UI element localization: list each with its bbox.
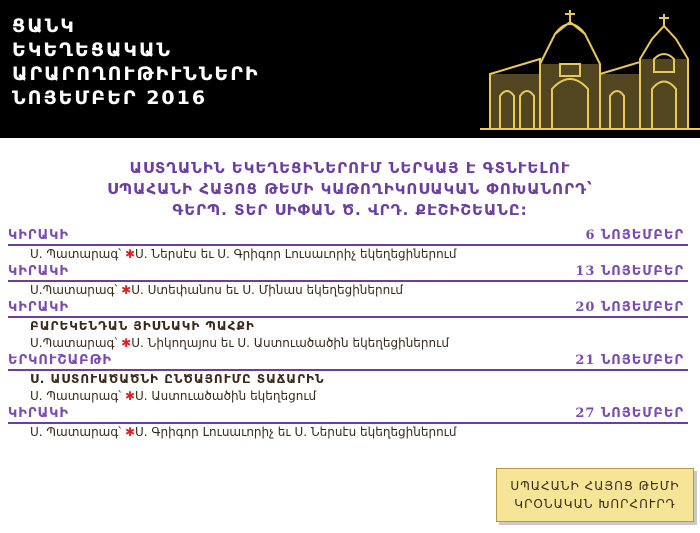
entry-date-number: 6 <box>585 228 596 243</box>
entry-header <box>8 406 688 424</box>
star-icon: ✱ <box>124 425 136 439</box>
star-icon: ✱ <box>121 336 132 350</box>
entry-mass-line <box>0 282 700 299</box>
schedule-entry <box>0 406 700 441</box>
entry-header <box>8 228 688 246</box>
entry-mass-line <box>0 246 700 263</box>
title-line-4: ՆՈՅԵՄԲԵՐ 2016 <box>12 87 208 109</box>
church-name: Ս. Աստուածածին եկեղեցում <box>135 389 317 403</box>
entry-date-number: 27 <box>575 406 596 421</box>
subtitle-line-1: ԱՍՏՂԱՆԻՆ ԵԿԵՂԵՑԻՆԵՐՈՒՄ ՆԵՐԿԱՅ Է ԳՏՆՒԵԼՈՒ <box>129 159 571 177</box>
entry-day: ԵՐԿՈՒՇԱԲԹԻ <box>8 353 113 368</box>
entry-date-month: ՆՈՅԵՄԲԵՐ <box>601 228 684 243</box>
mass-label: Ս. Պատարագ՝ <box>30 425 122 439</box>
entry-day: ԿԻՐԱԿԻ <box>8 300 70 315</box>
entry-mass-line <box>0 388 700 405</box>
header-banner <box>0 0 700 138</box>
announcement-subtitle <box>0 158 700 221</box>
entry-date-number: 21 <box>575 353 596 368</box>
title-line-1: ՑԱՆԿ <box>12 15 76 37</box>
entry-date-number: 20 <box>575 300 596 315</box>
entry-header <box>8 264 688 282</box>
entry-day: ԿԻՐԱԿԻ <box>8 264 70 279</box>
schedule-entry <box>0 300 700 352</box>
subtitle-line-3: ԳԵՐՊ. ՏԵՐ ՍԻՓԱՆ Ծ. ՎՐԴ. ՔԷՇԻՇԵԱՆԸ: <box>172 201 528 219</box>
entry-mass-line <box>0 424 700 441</box>
schedule-entry <box>0 228 700 263</box>
entry-event: ԲԱՐԵԿԵՆԴԱՆ ՅԻՍՆԱԿԻ ՊԱՀՔԻ <box>30 319 255 333</box>
entry-day: ԿԻՐԱԿԻ <box>8 228 70 243</box>
mass-label: Ս.Պատարագ՝ <box>30 336 118 350</box>
entry-header <box>8 353 688 371</box>
mass-label: Ս. Պատարագ՝ <box>30 247 122 261</box>
title-line-2: ԵԿԵՂԵՑԱԿԱՆ <box>12 39 172 61</box>
church-name: Ս. Ներսէս եւ Ս. Գրիգոր Լուսաւորիչ եկեղեցիներում <box>135 247 457 261</box>
council-badge <box>496 468 694 522</box>
entry-date <box>575 264 684 280</box>
schedule-entry <box>0 353 700 405</box>
entry-date <box>575 300 684 316</box>
entry-date-month: ՆՈՅԵՄԲԵՐ <box>601 300 684 315</box>
title-line-3: ԱՐԱՐՈՂՈՒԹԻՒՆՆԵՐԻ <box>12 63 260 85</box>
church-name: Ս. Ստեփանոս եւ Ս. Մինաս եկեղեցիներում <box>131 283 404 297</box>
badge-line-2: ԿՐՕՆԱԿԱՆ ԽՈՐՀՈՒՐԴ <box>514 497 676 511</box>
entry-date <box>585 228 684 244</box>
entry-mass-line <box>0 335 700 352</box>
entry-date <box>575 406 684 422</box>
entry-date-month: ՆՈՅԵՄԲԵՐ <box>601 264 684 279</box>
schedule-entry <box>0 264 700 299</box>
mass-label: Ս. Պատարագ՝ <box>30 389 122 403</box>
church-illustration-icon <box>480 4 700 134</box>
star-icon: ✱ <box>124 247 136 261</box>
entry-date <box>575 353 684 369</box>
page-title <box>12 14 260 110</box>
mass-label: Ս.Պատարագ՝ <box>30 283 118 297</box>
church-name: Ս. Գրիգոր Լուսաւորիչ եւ Ս. Ներսէս եկեղեցիներում <box>135 425 457 439</box>
church-name: Ս. Նիկողայոս եւ Ս. Աստուածածին եկեղեցիներում <box>131 336 449 350</box>
badge-line-1: ՍՊԱՀԱՆԻ ՀԱՅՈՑ ԹԵՄԻ <box>510 479 680 493</box>
star-icon: ✱ <box>121 283 132 297</box>
entry-event: Ս. ԱՍՏՈՒԱԾԱԾՆԻ ԸՆԾԱՅՈՒՄԸ ՏԱՃԱՐԻՆ <box>30 372 325 386</box>
entry-header <box>8 300 688 318</box>
entry-date-number: 13 <box>575 264 596 279</box>
subtitle-line-2: ՍՊԱՀԱՆԻ ՀԱՅՈՑ ԹԵՄԻ ԿԱԹՈՂԻԿՈՍԱԿԱՆ ՓՈԽԱՆՈՐԴ՝ <box>107 180 593 198</box>
entry-date-month: ՆՈՅԵՄԲԵՐ <box>601 353 684 368</box>
schedule-list <box>0 228 700 442</box>
star-icon: ✱ <box>124 389 136 403</box>
entry-date-month: ՆՈՅԵՄԲԵՐ <box>601 406 684 421</box>
entry-day: ԿԻՐԱԿԻ <box>8 406 70 421</box>
